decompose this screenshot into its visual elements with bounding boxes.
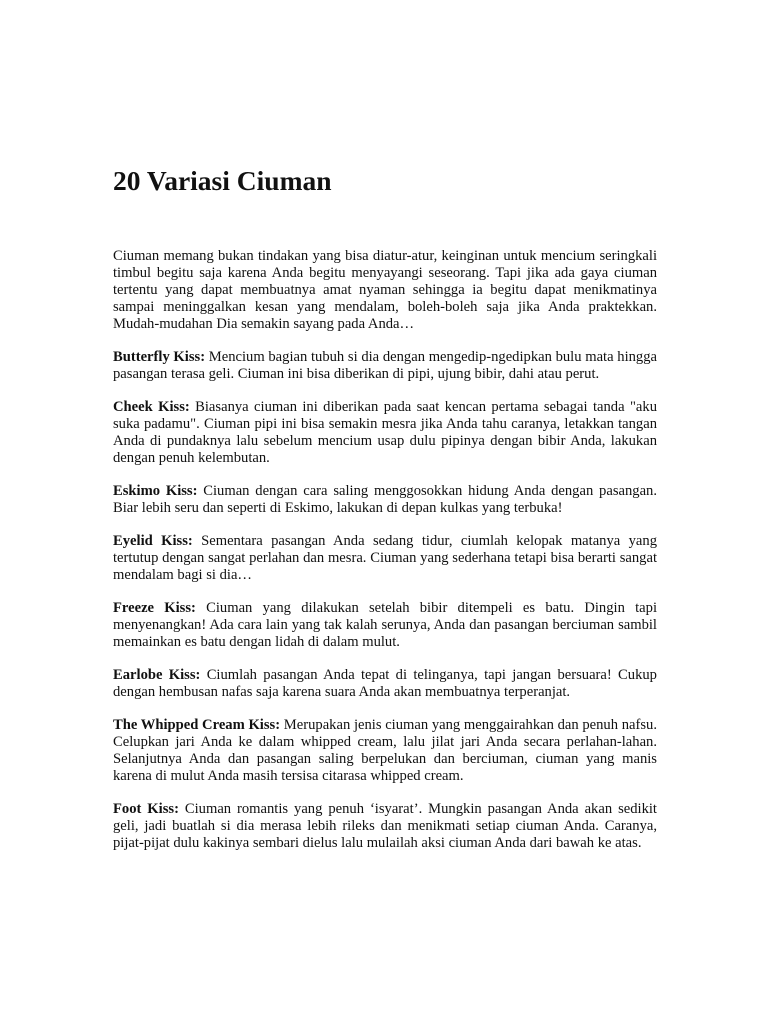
section-heading: Earlobe Kiss: — [113, 667, 201, 683]
section-heading: Freeze Kiss: — [113, 600, 196, 616]
section-heading: Eskimo Kiss: — [113, 483, 198, 499]
section-text: Ciumlah pasangan Anda tepat di telinganya, tapi jangan bersuara! Cukup dengan hembusan nafas saja karena suara Anda akan membuatnya terperanjat. — [113, 667, 657, 700]
intro-paragraph: Ciuman memang bukan tindakan yang bisa diatur-atur, keinginan untuk mencium seringkali timbul begitu saja karena Anda begitu menyayangi seseorang. Tapi jika ada gaya ciuman tertentu yang dapat membuatnya amat nyaman sehingga ia begitu dapat menikmatinya sampai meninggalkan kesan yang mendalam, boleh-boleh saja jika Anda praktekkan. Mudah-mudahan Dia semakin sayang pada Anda… — [113, 248, 657, 332]
section-whipped-cream-kiss — [113, 717, 657, 785]
section-cheek-kiss — [113, 399, 657, 467]
section-freeze-kiss — [113, 600, 657, 651]
section-eskimo-kiss — [113, 483, 657, 517]
section-heading: Cheek Kiss: — [113, 399, 190, 415]
section-heading: Eyelid Kiss: — [113, 533, 193, 549]
section-heading: The Whipped Cream Kiss: — [113, 717, 281, 733]
document-page — [113, 164, 657, 868]
section-heading: Butterfly Kiss: — [113, 349, 206, 365]
section-text: Merupakan jenis ciuman yang menggairahkan dan penuh nafsu. Celupkan jari Anda ke dalam whipped cream, lalu jilat jari Anda secara perlahan-lahan. Selanjutnya Anda dan pasangan saling berpelukan dan berciuman, ciuman yang manis karena di mulut Anda masih tersisa citarasa whipped cream. — [113, 717, 657, 784]
section-text: Biasanya ciuman ini diberikan pada saat kencan pertama sebagai tanda "aku suka padamu". Ciuman pipi ini bisa semakin mesra jika Anda tahu caranya, letakkan tangan Anda di pundaknya lalu sebelum mencium usap dulu pipinya dengan bibir Anda, lakukan dengan penuh kelembutan. — [113, 399, 658, 466]
section-earlobe-kiss — [113, 667, 657, 701]
section-eyelid-kiss — [113, 533, 657, 584]
document-title: 20 Variasi Ciuman — [113, 165, 332, 196]
section-foot-kiss — [113, 801, 657, 852]
section-text: Mencium bagian tubuh si dia dengan mengedip-ngedipkan bulu mata hingga pasangan terasa geli. Ciuman ini bisa diberikan di pipi, ujung bibir, dahi atau perut. — [113, 349, 657, 382]
section-heading: Foot Kiss: — [113, 801, 179, 817]
section-text: Ciuman dengan cara saling menggosokkan hidung Anda dengan pasangan. Biar lebih seru dan seperti di Eskimo, lakukan di depan kulkas yang terbuka! — [113, 483, 657, 516]
section-text: Sementara pasangan Anda sedang tidur, ciumlah kelopak matanya yang tertutup dengan sangat perlahan dan mesra. Ciuman yang sederhana tetapi bisa berarti sangat mendalam bagi si dia… — [113, 533, 658, 583]
section-text: Ciuman romantis yang penuh ‘isyarat’. Mungkin pasangan Anda akan sedikit geli, jadi buatlah si dia merasa lebih rileks dan menikmati setiap ciuman Anda. Caranya, pijat-pijat dulu kakinya sembari dielus lalu mulailah aksi ciuman Anda dari bawah ke atas. — [113, 801, 657, 851]
section-butterfly-kiss — [113, 349, 657, 383]
section-text: Ciuman yang dilakukan setelah bibir ditempeli es batu. Dingin tapi menyenangkan! Ada cara lain yang tak kalah serunya, Anda dan pasangan berciuman sambil memainkan es batu dengan lidah di dalam mulut. — [113, 600, 657, 650]
